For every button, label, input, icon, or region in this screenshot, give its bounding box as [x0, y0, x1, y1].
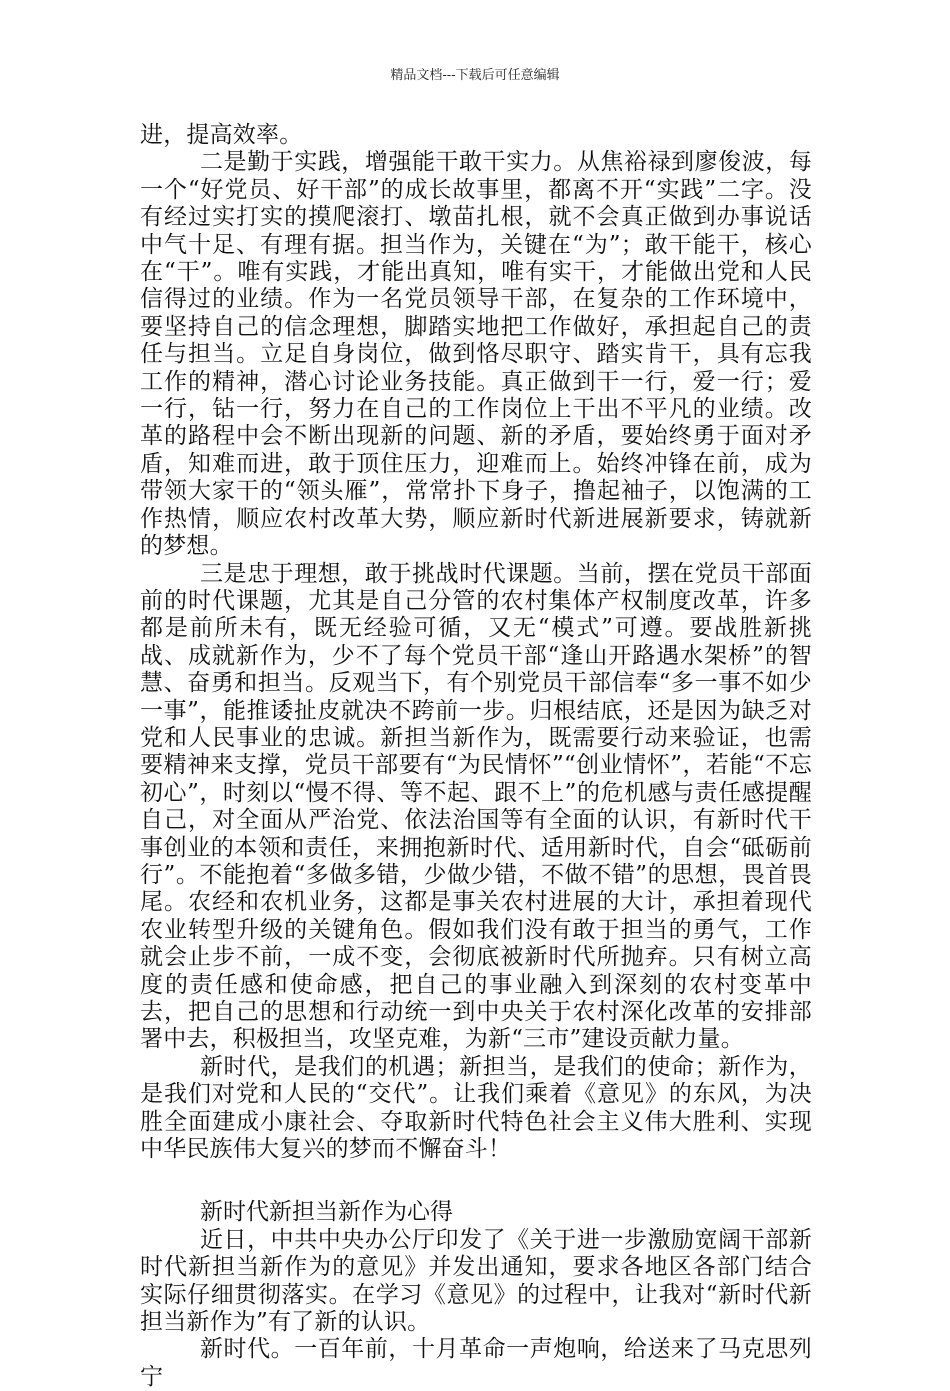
document-body [140, 122, 812, 1391]
paragraph-intro: 近日，中共中央办公厅印发了《关于进一步激励宽阔干部新时代新担当新作为的意见》并发出通知，要求各地区各部门结合实际仔细贯彻落实。在学习《意见》的过程中，让我对“新时代新担当新作为”有了新的认识。 [140, 1226, 812, 1336]
paragraph-ideals: 三是忠于理想，敢于挑战时代课题。当前，摆在党员干部面前的时代课题，尤其是自己分管的农村集体产权制度改革，许多都是前所未有，既无经验可循，又无“模式”可遵。要战胜新挑战、成就新作为，少不了每个党员干部“逢山开路遇水架桥”的智慧、奋勇和担当。反观当下，有个别党员干部信奉“多一事不如少一事”，能推诿扯皮就决不跨前一步。归根结底，还是因为缺乏对党和人民事业的忠诚。新担当新作为，既需要行动来验证，也需要精神来支撑，党员干部要有“为民情怀”“创业情怀”，若能“不忘初心”，时刻以“慢不得、等不起、跟不上”的危机感与责任感提醒自己，对全面从严治党、依法治国等有全面的认识，有新时代干事创业的本领和责任，来拥抱新时代、适用新时代，自会“砥砺前行”。不能抱着“多做多错，少做少错，不做不错”的思想，畏首畏尾。农经和农机业务，这都是事关农村进展的大计，承担着现代农业转型升级的关键角色。假如我们没有敢于担当的勇气，工作就会止步不前，一成不变，会彻底被新时代所抛弃。只有树立高度的责任感和使命感，把自己的事业融入到深刻的农村变革中去，把自己的思想和行动统一到中央关于农村深化改革的安排部署中去，积极担当，攻坚克难，为新“三市”建设贡献力量。 [140, 560, 812, 1053]
paragraph-conclusion: 新时代，是我们的机遇；新担当，是我们的使命；新作为，是我们对党和人民的“交代”。让我们乘着《意见》的东风，为决胜全面建成小康社会、夺取新时代特色社会主义伟大胜利、实现中华民族伟大复兴的梦而不懈奋斗！ [140, 1053, 812, 1163]
paragraph-continuation: 进，提高效率。 [140, 122, 303, 148]
page-header: 精品文档---下载后可任意编辑 [390, 68, 560, 83]
paragraph-practice: 二是勤于实践，增强能干敢干实力。从焦裕禄到廖俊波，每一个“好党员、好干部”的成长故事里，都离不开“实践”二字。没有经过实打实的摸爬滚打、墩苗扎根，就不会真正做到办事说话中气十足、有理有据。担当作为，关键在“为”；敢干能干，核心在“干”。唯有实践，才能出真知，唯有实干，才能做出党和人民信得过的业绩。作为一名党员领导干部，在复杂的工作环境中，要坚持自己的信念理想，脚踏实地把工作做好，承担起自己的责任与担当。立足自身岗位，做到恪尽职守、踏实肯干，具有忘我工作的精神，潜心讨论业务技能。真正做到干一行，爱一行；爱一行，钻一行，努力在自己的工作岗位上干出不平凡的业绩。改革的路程中会不断出现新的问题、新的矛盾，要始终勇于面对矛盾，知难而进，敢于顶住压力，迎难而上。始终冲锋在前，成为带领大家干的“领头雁”，常常扑下身子，撸起袖子，以饱满的工作热情，顺应农村改革大势，顺应新时代新进展新要求，铸就新的梦想。 [140, 149, 812, 560]
paragraph-new-era: 新时代。一百年前，十月革命一声炮响，给送来了马克思列宁 [140, 1336, 812, 1390]
section-title: 新时代新担当新作为心得 [200, 1199, 453, 1226]
